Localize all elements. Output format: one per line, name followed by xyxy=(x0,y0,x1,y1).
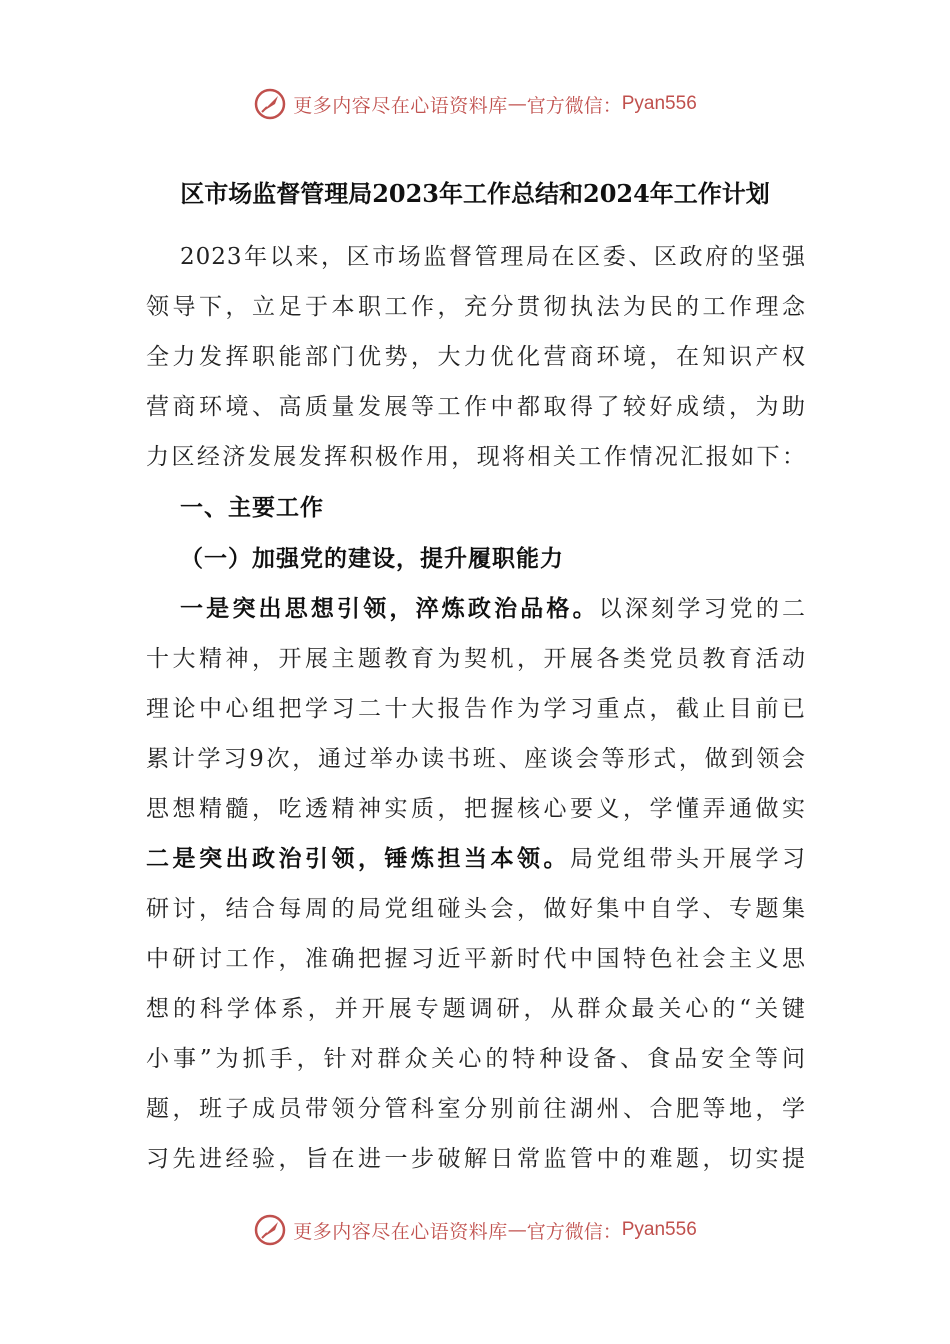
para1-lead-line xyxy=(180,594,806,624)
para2-line: 中研讨工作，准确把握习近平新时代中国特色社会主义思 xyxy=(146,946,806,972)
banner-separator: — xyxy=(507,93,527,115)
banner-wechat-label: 官方微信： xyxy=(526,94,622,117)
intro-line: 营商环境、高质量发展等工作中都取得了较好成绩，为助 xyxy=(146,394,806,420)
para1-line: 累计学习9次，通过举办读书班、座谈会等形式，做到领会 xyxy=(146,746,806,772)
banner-brand: 更多内容尽在心语资料库 xyxy=(293,94,508,117)
banner-brand: 更多内容尽在心语资料库 xyxy=(293,1220,508,1243)
para2-line: 想的科学体系，并开展专题调研，从群众最关心的“关键 xyxy=(146,996,806,1022)
document-title: 区市场监督管理局2023年工作总结和2024年工作计划 xyxy=(180,179,770,208)
para2-lead-line xyxy=(146,844,806,874)
subsection-heading: （一）加强党的建设，提升履职能力 xyxy=(180,545,564,572)
para2-lead-rest: 局党组带头开展学习 xyxy=(570,846,806,872)
banner-wechat-id: Pyan556 xyxy=(621,93,697,114)
para2-lead: 二是突出政治引领，锤炼担当本领。 xyxy=(146,845,570,872)
para1-line: 理论中心组把学习二十大报告作为学习重点，截止目前已 xyxy=(146,696,806,722)
para2-line: 研讨，结合每周的局党组碰头会，做好集中自学、专题集 xyxy=(146,896,806,922)
section-heading: 一、主要工作 xyxy=(180,494,324,521)
banner-wechat-id: Pyan556 xyxy=(621,1219,697,1240)
para1-lead-rest: 以深刻学习党的二 xyxy=(598,596,806,622)
intro-line: 力区经济发展发挥积极作用，现将相关工作情况汇报如下： xyxy=(146,444,806,470)
banner-separator: — xyxy=(507,1219,527,1241)
intro-line: 2023年以来，区市场监督管理局在区委、区政府的坚强 xyxy=(180,244,806,270)
para1-line: 思想精髓，吃透精神实质，把握核心要义，学懂弄通做实 xyxy=(146,796,806,822)
intro-line: 领导下，立足于本职工作，充分贯彻执法为民的工作理念 xyxy=(146,294,806,320)
para1-line: 十大精神，开展主题教育为契机，开展各类党员教育活动 xyxy=(146,646,806,672)
top-banner xyxy=(0,82,950,126)
para2-line: 小事”为抓手，针对群众关心的特种设备、食品安全等问 xyxy=(146,1046,806,1072)
para2-line: 题，班子成员带领分管科室分别前往湖州、合肥等地，学 xyxy=(146,1096,806,1122)
quill-logo-icon xyxy=(253,1213,287,1247)
para1-lead: 一是突出思想引领，淬炼政治品格。 xyxy=(180,595,599,622)
bottom-banner xyxy=(0,1208,950,1252)
para2-line: 习先进经验，旨在进一步破解日常监管中的难题，切实提 xyxy=(146,1146,806,1172)
banner-wechat-label: 官方微信： xyxy=(526,1220,622,1243)
quill-logo-icon xyxy=(253,87,287,121)
intro-line: 全力发挥职能部门优势，大力优化营商环境，在知识产权 xyxy=(146,344,806,370)
